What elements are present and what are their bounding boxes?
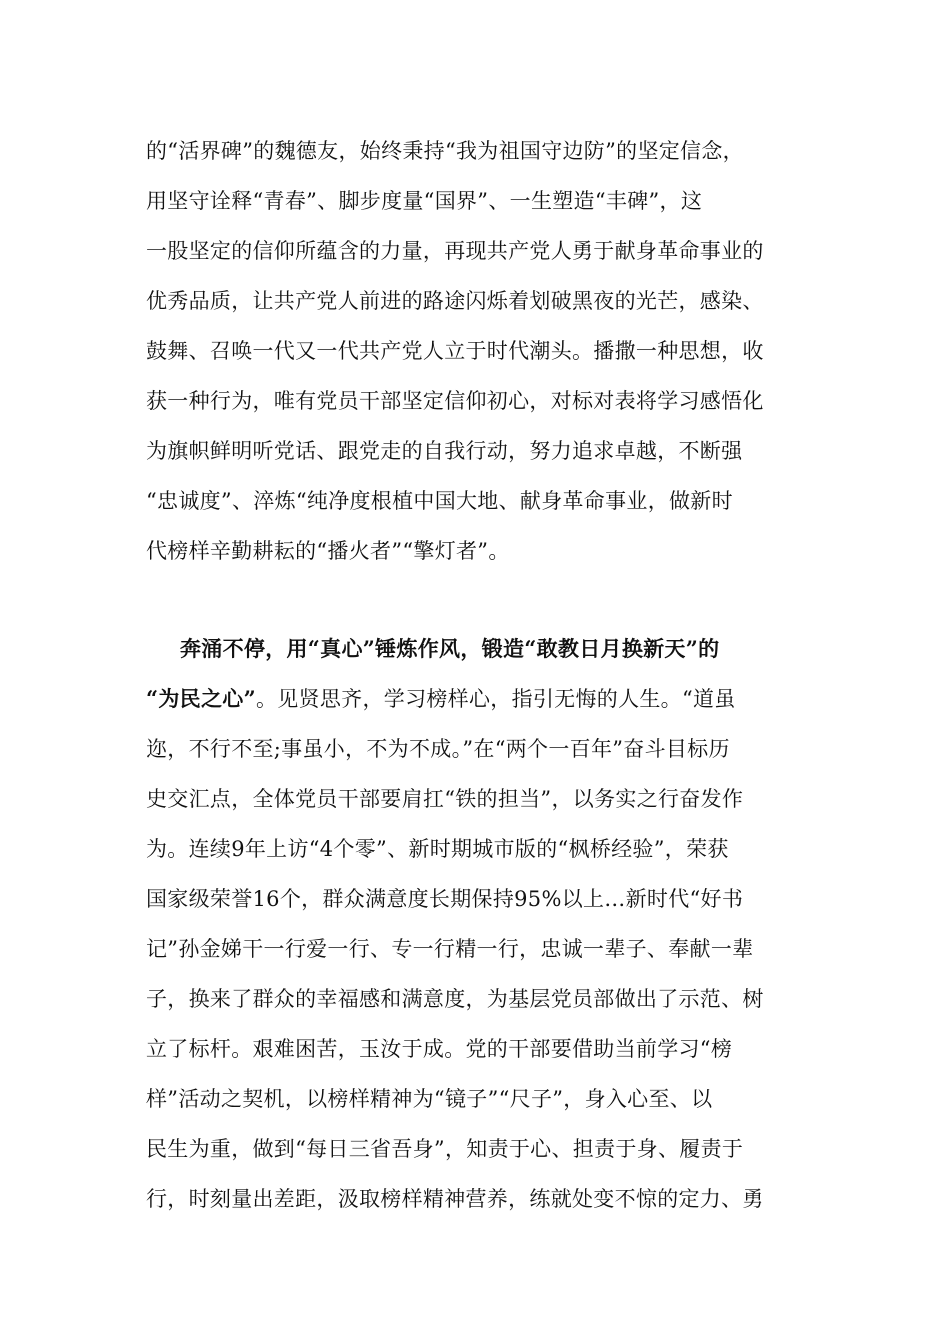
text-line: 一股坚定的信仰所蕴含的力量，再现共产党人勇于献身革命事业的 [146,239,764,263]
text-line: 为。连续9年上访“4个零”、新时期城市版的“枫桥经验”，荣获 [146,837,729,861]
text-line: 为旗帜鲜明听党话、跟党走的自我行动，努力追求卓越，不断强 [146,439,743,463]
text-line: 优秀品质，让共产党人前进的路途闪烁着划破黑夜的光芒，感染、 [146,289,764,313]
text-line: 代榜样辛勤耕耘的“播火者”“擎灯者”。 [146,539,510,563]
text-line: “忠诚度”、淬炼“纯净度根植中国大地、献身革命事业，做新时 [146,489,733,513]
text-line: 史交汇点，全体党员干部要肩扛“铁的担当”，以务实之行奋发作 [146,787,744,811]
text-line [146,684,806,714]
text-line: 鼓舞、召唤一代又一代共产党人立于时代潮头。播撒一种思想，收 [146,339,764,363]
text-line: 国家级荣誉16个，群众满意度长期保持95%以上…新时代“好书 [146,887,744,911]
text-line: 获一种行为，唯有党员干部坚定信仰初心，对标对表将学习感悟化 [146,389,764,413]
text-line: 样”活动之契机，以榜样精神为“镜子”“尺子”，身入心至、以 [146,1087,713,1111]
text-line: 立了标杆。艰难困苦，玉汝于成。党的干部要借助当前学习“榜 [146,1037,733,1061]
text-line: 民生为重，做到“每日三省吾身”，知责于心、担责于身、履责于 [146,1137,744,1161]
text-line: 子，换来了群众的幸福感和满意度，为基层党员部做出了示范、树 [146,987,764,1011]
text-line: 的“活界碑”的魏德友，始终秉持“我为祖国守边防”的坚定信念， [146,139,744,163]
heading-continuation: “为民之心” [146,686,256,711]
text-line: 记”孙金娣干一行爱一行、专一行精一行，忠诚一辈子、奉献一辈 [146,937,754,961]
text-line: 迩，不行不至;事虽小，不为不成。”在“两个一百年”奋斗目标历 [146,737,730,761]
text-line: 行，时刻量出差距，汲取榜样精神营养，练就处变不惊的定力、勇 [146,1187,764,1211]
text-segment: 。见贤思齐，学习榜样心，指引无悔的人生。“道虽 [255,687,736,711]
text-line: 用坚守诠释“青春”、脚步度量“国界”、一生塑造“丰碑”，这 [146,189,703,213]
section-heading: 奔涌不停，用“真心”锤炼作风，锻造“敢教日月换新天”的 [180,636,720,661]
